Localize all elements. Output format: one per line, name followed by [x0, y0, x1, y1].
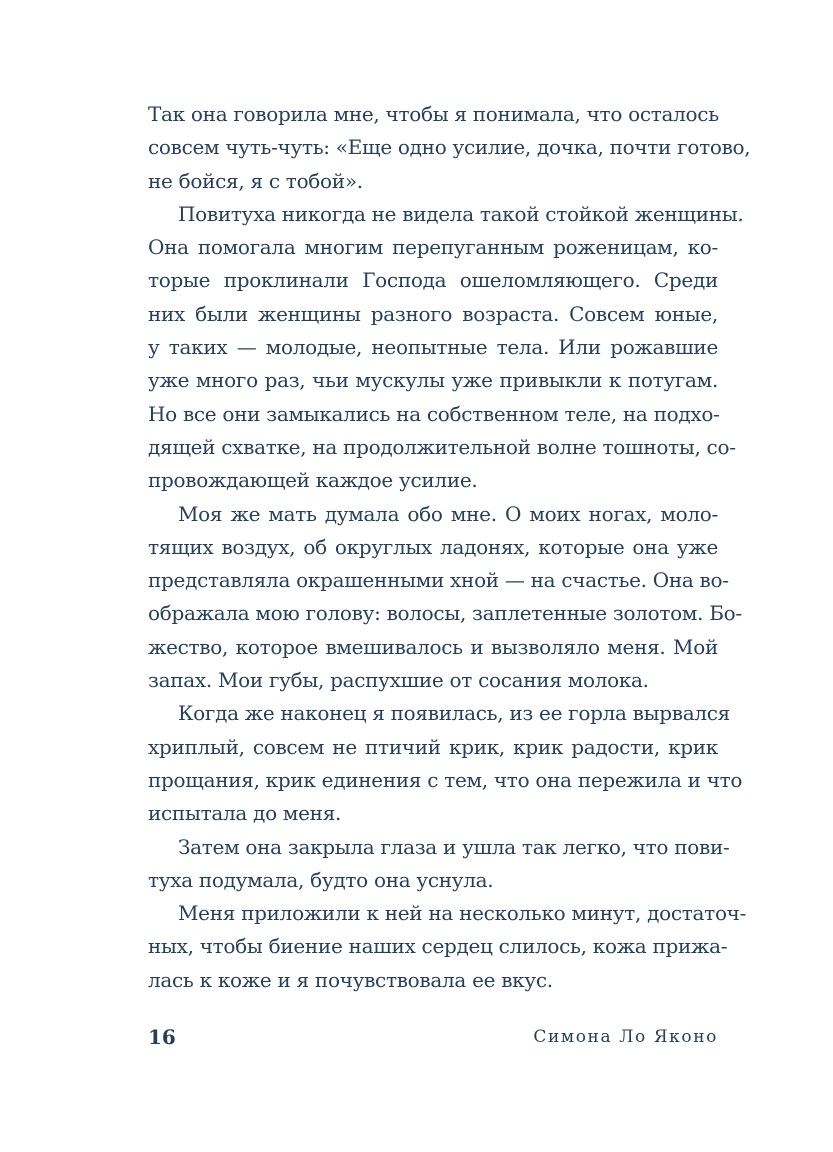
text-line: запах. Мои губы, распухшие от сосания молока. — [148, 668, 649, 693]
paragraph — [148, 498, 742, 698]
text-line: Затем она закрыла глаза и ушла так легко, что пови- — [178, 834, 730, 859]
text-line: Меня приложили к ней на несколько минут, достаточ- — [178, 901, 747, 926]
text-line: Повитуха никогда не видела такой стойкой женщины. — [178, 201, 744, 226]
text-line: туха подумала, будто она уснула. — [148, 867, 494, 892]
text-line: не бойся, я с тобой». — [148, 168, 363, 193]
text-line: ных, чтобы биение наших сердец слилось, кожа прижа- — [148, 934, 728, 959]
text-line: тящих воздух, об округлых ладонях, которые она уже — [148, 534, 718, 559]
paragraph — [148, 98, 751, 198]
page-footer — [148, 1022, 718, 1052]
page-number: 16 — [148, 1025, 176, 1049]
text-line: уже много раз, чьи мускулы уже привыкли к потугам. — [148, 368, 718, 393]
text-line: у таких — молодые, неопытные тела. Или рожавшие — [148, 335, 718, 360]
text-line: Она помогала многим перепуганным роженицам, ко- — [148, 235, 718, 260]
text-line: лась к коже и я почувствовала ее вкус. — [148, 967, 553, 992]
running-head-author: Симона Ло Яконо — [533, 1027, 718, 1047]
text-line: прощания, крик единения с тем, что она пережила и что — [148, 767, 743, 792]
paragraph — [148, 831, 730, 898]
text-line: ображала мою голову: волосы, заплетенные золотом. Бо- — [148, 601, 742, 626]
paragraph — [148, 697, 743, 830]
text-line: испытала до меня. — [148, 801, 342, 826]
text-line: совсем чуть-чуть: «Еще одно усилие, дочка, почти готово, — [148, 135, 751, 160]
text-line: Моя же мать думала обо мне. О моих ногах, моло- — [178, 501, 718, 526]
text-line: торые проклинали Господа ошеломляющего. Среди — [148, 268, 718, 293]
text-line: них были женщины разного возраста. Совсем юные, — [148, 301, 718, 326]
text-line: Так она говорила мне, чтобы я понимала, что осталось — [148, 102, 719, 126]
paragraph — [148, 198, 744, 498]
text-line: представляла окрашенными хной — на счастье. Она во- — [148, 568, 729, 593]
text-line: Когда же наконец я появилась, из ее горла вырвался — [178, 701, 730, 726]
text-line: хриплый, совсем не птичий крик, крик радости, крик — [148, 734, 718, 759]
body-text — [148, 98, 751, 997]
text-line: Но все они замыкались на собственном теле, на подхо- — [148, 401, 720, 426]
paragraph — [148, 897, 747, 997]
text-line: дящей схватке, на продолжительной волне тошноты, со- — [148, 434, 736, 459]
text-line: провождающей каждое усилие. — [148, 468, 478, 493]
text-line: жество, которое вмешивалось и вызволяло меня. Мой — [148, 634, 718, 659]
